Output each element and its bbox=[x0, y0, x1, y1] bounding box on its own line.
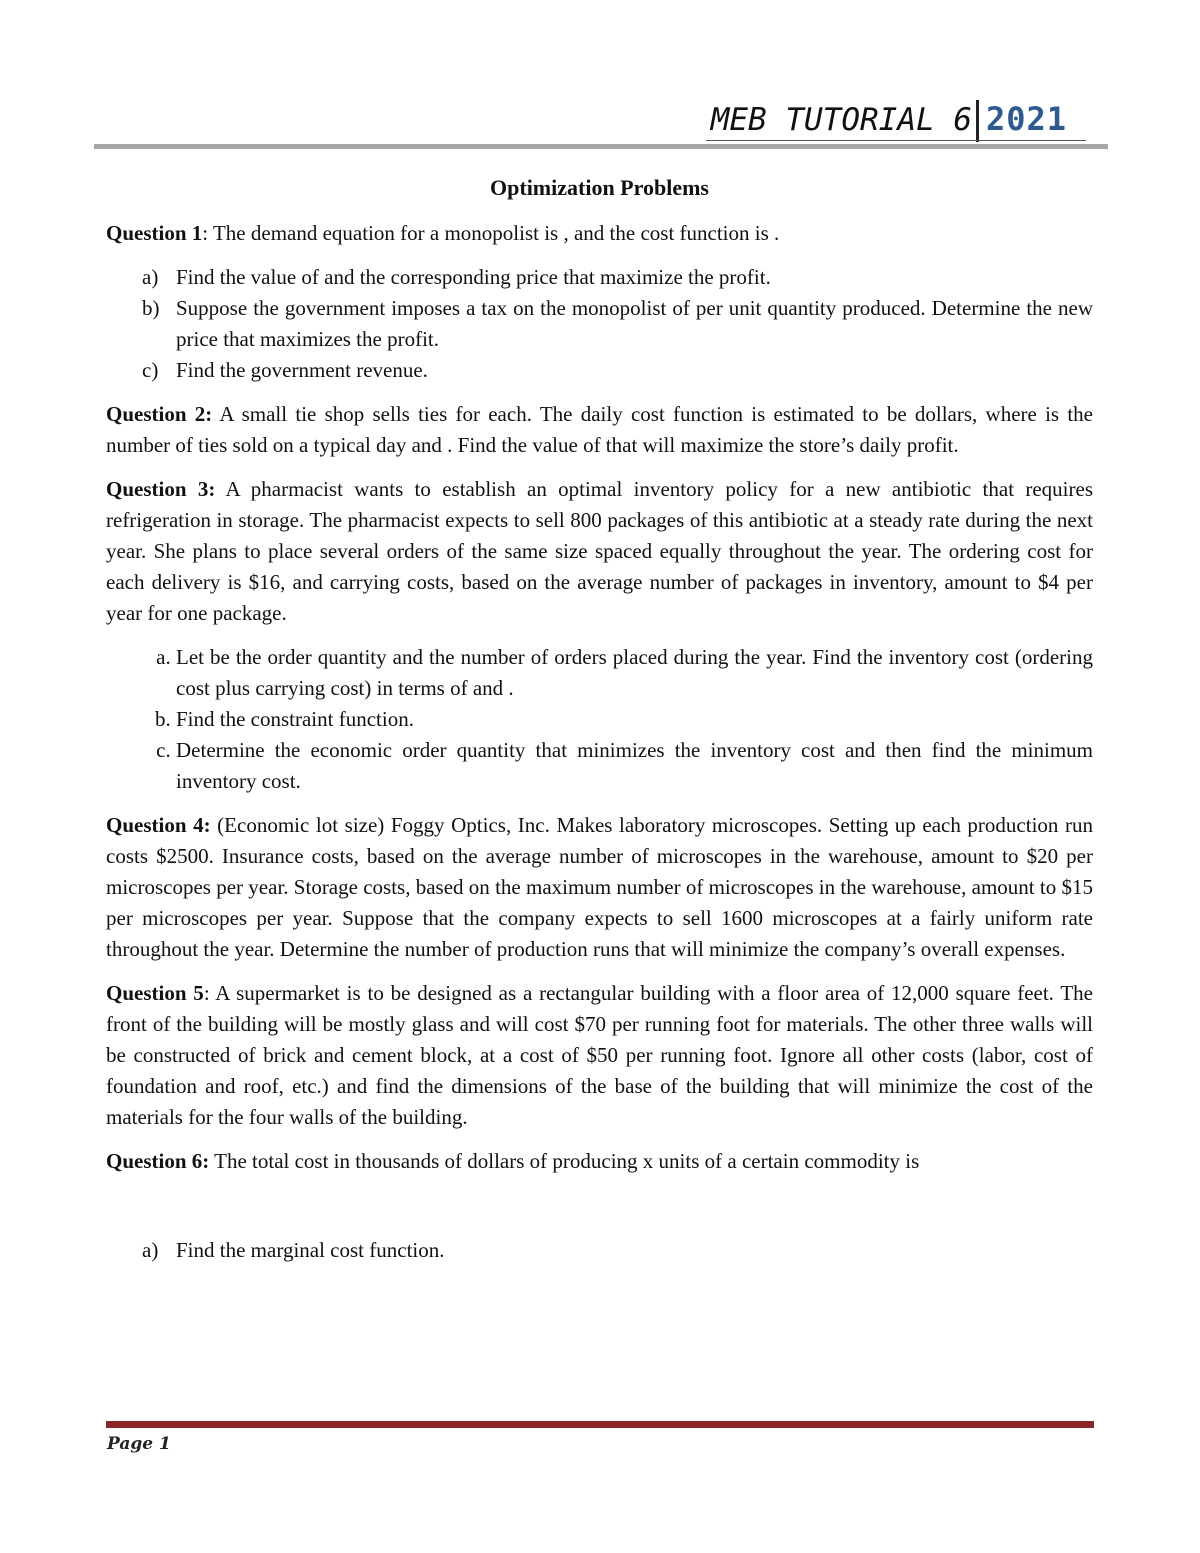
question-1-part-c bbox=[142, 355, 1093, 386]
question-5-text: : A supermarket is to be designed as a rectangular building with a floor area of 12,000 square feet. The front of the building will be mostly glass and will cost $70 per running foot for materials. The other three walls will be constructed of brick and cement block, at a cost of $50 per running foot. Ignore all other costs (labor, cost of foundation and roof, etc.) and find the dimensions of the base of the building that will minimize the cost of the materials for the four walls of the building. bbox=[106, 981, 1093, 1129]
page-header bbox=[94, 96, 1108, 152]
question-1 bbox=[106, 218, 1093, 249]
question-4 bbox=[106, 810, 1093, 965]
list-marker: a) bbox=[142, 1238, 159, 1262]
question-3-part-c: c. Determine the economic order quantity that minimizes the inventory cost and then find the minimum inventory cost. bbox=[176, 735, 1093, 797]
question-3 bbox=[106, 474, 1093, 629]
question-3-part-b: b. Find the constraint function. bbox=[176, 704, 1093, 735]
list-item-text: Find the government revenue. bbox=[176, 358, 428, 382]
question-3-parts bbox=[106, 642, 1093, 797]
document-body bbox=[106, 172, 1093, 1279]
header-year: 2021 bbox=[986, 100, 1068, 138]
question-6 bbox=[106, 1146, 1093, 1177]
list-marker: c) bbox=[142, 358, 159, 382]
question-2-text: A small tie shop sells ties for each. The daily cost function is estimated to be dollars, where is the number of ties sold on a typical day and . Find the value of that will maximize the store’s daily profit. bbox=[106, 402, 1093, 457]
formula-gap bbox=[106, 1190, 1093, 1235]
question-5 bbox=[106, 978, 1093, 1133]
header-title: MEB TUTORIAL 6 bbox=[710, 102, 972, 138]
question-3-text: A pharmacist wants to establish an optimal inventory policy for a new antibiotic that requires refrigeration in storage. The pharmacist expects to sell 800 packages of this antibiotic at a steady rate during the next year. She plans to place several orders of the same size spaced equally throughout the year. The ordering cost for each delivery is $16, and carrying costs, based on the average number of packages in inventory, amount to $4 per year for one package. bbox=[106, 477, 1093, 625]
question-2 bbox=[106, 399, 1093, 461]
question-1-parts bbox=[106, 262, 1093, 386]
header-separator bbox=[976, 100, 979, 142]
list-marker: a) bbox=[142, 265, 159, 289]
question-4-text: (Economic lot size) Foggy Optics, Inc. Makes laboratory microscopes. Setting up each production run costs $2500. Insurance costs, based on the average number of microscopes in the warehouse, amount to $20 per microscopes per year. Storage costs, based on the maximum number of microscopes in the warehouse, amount to $15 per microscopes per year. Suppose that the company expects to sell 1600 microscopes at a fairly uniform rate throughout the year. Determine the number of production runs that will minimize the company’s overall expenses. bbox=[106, 813, 1093, 961]
list-item-text: Find the value of and the corresponding price that maximize the profit. bbox=[176, 265, 771, 289]
question-5-label: Question 5 bbox=[106, 981, 204, 1005]
question-6-text: The total cost in thousands of dollars of producing x units of a certain commodity is bbox=[209, 1149, 920, 1173]
list-marker: b) bbox=[142, 296, 160, 320]
question-4-label: Question 4: bbox=[106, 813, 211, 837]
question-1-part-a bbox=[142, 262, 1093, 293]
list-item-text: Suppose the government imposes a tax on the monopolist of per unit quantity produced. Determine the new price that maximizes the profit. bbox=[176, 296, 1093, 351]
question-3-label: Question 3: bbox=[106, 477, 216, 501]
question-1-part-b bbox=[142, 293, 1093, 355]
page-number: Page 1 bbox=[107, 1434, 171, 1454]
question-1-label: Question 1 bbox=[106, 221, 203, 245]
question-6-part-a bbox=[142, 1235, 1093, 1266]
question-6-parts bbox=[106, 1235, 1093, 1266]
list-item-text: Find the marginal cost function. bbox=[176, 1238, 445, 1262]
document-title: Optimization Problems bbox=[490, 175, 709, 200]
question-1-text: : The demand equation for a monopolist is , and the cost function is . bbox=[202, 221, 780, 245]
header-underline bbox=[706, 140, 1086, 141]
header-rule bbox=[94, 144, 1108, 149]
question-3-part-a: a. Let be the order quantity and the number of orders placed during the year. Find the inventory cost (ordering cost plus carrying cost) in terms of and . bbox=[176, 642, 1093, 704]
question-6-label: Question 6: bbox=[106, 1149, 210, 1173]
footer-rule bbox=[106, 1421, 1094, 1428]
question-2-label: Question 2: bbox=[106, 402, 213, 426]
